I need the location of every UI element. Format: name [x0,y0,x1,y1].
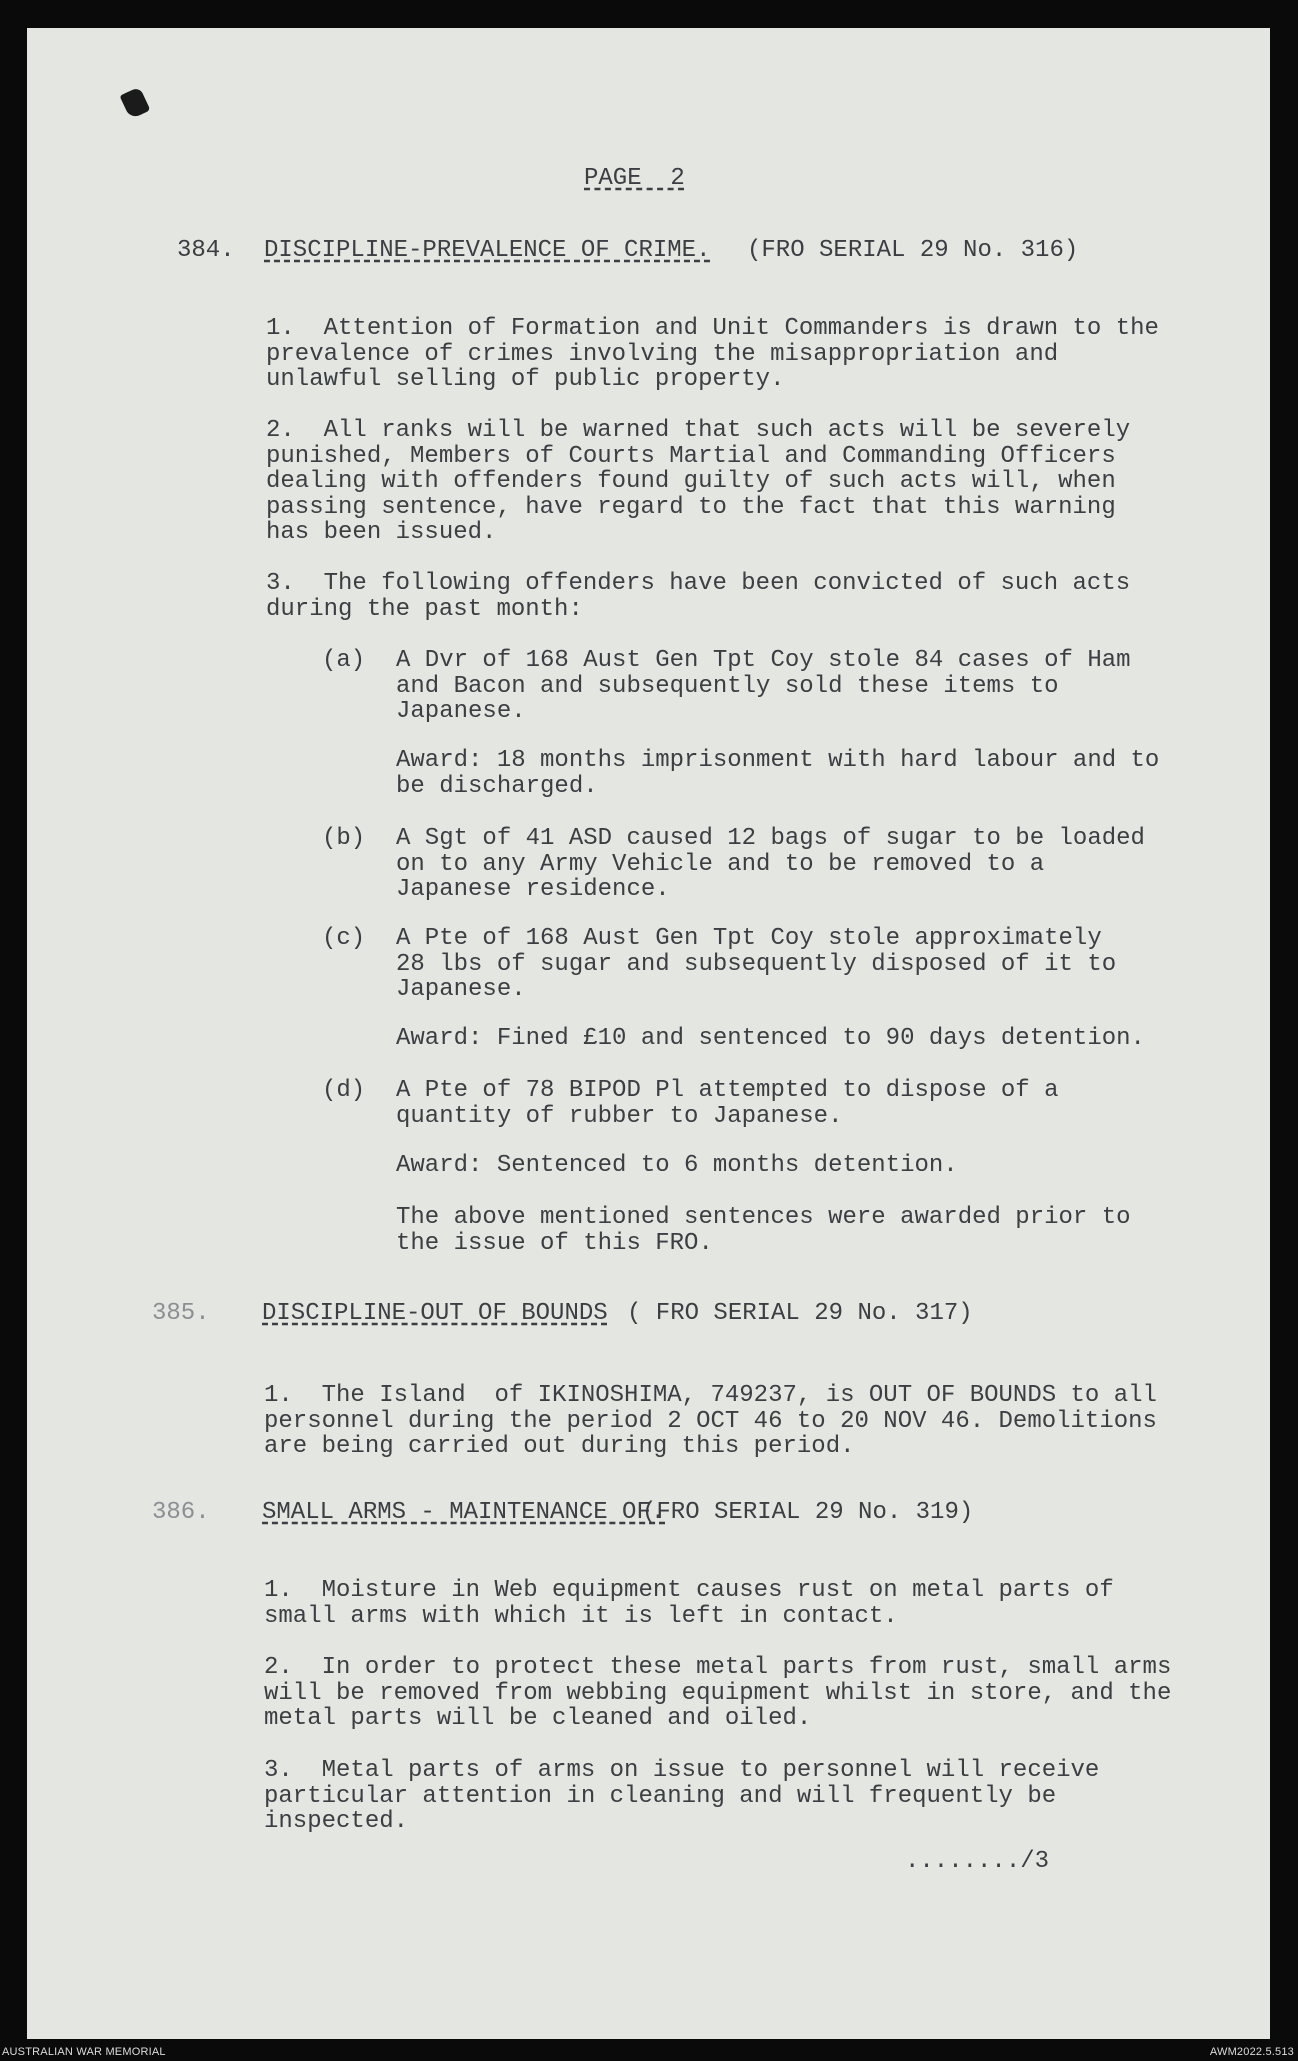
section-386-title: SMALL ARMS - MAINTENANCE OF. [262,1499,666,1526]
section-384-ref: (FRO SERIAL 29 No. 316) [747,237,1079,264]
section-385-para-1: 1. The Island of IKINOSHIMA, 749237, is OUT OF BOUNDS to all personnel during the period 2 OCT 46 to 20 NOV 46. Demolitions are being carried out during this period. [264,1382,1157,1460]
section-384-para-2: 2. All ranks will be warned that such acts will be severely punished, Members of Courts Martial and Commanding Officers dealing with offenders found guilty of such acts will, when passing sentence, have regard to the fact that this warning has been issued. [266,417,1131,546]
document-page [27,28,1270,2039]
section-386-para-2: 2. In order to protect these metal parts from rust, small arms will be removed from webbing equipment whilst in store, and the metal parts will be cleaned and oiled. [264,1654,1172,1732]
section-384-closing: The above mentioned sentences were awarded prior to the issue of this FRO. [396,1204,1131,1257]
item-a-text: A Dvr of 168 Aust Gen Tpt Coy stole 84 cases of Ham and Bacon and subsequently sold these items to Japanese. [396,647,1131,725]
page-header: PAGE 2 [584,165,685,192]
item-d-label: (d) [322,1077,366,1104]
section-384-number: 384. [177,237,235,264]
footer-reference: AWM2022.5.513 [1209,2046,1294,2058]
section-386-ref: (FRO SERIAL 29 No. 319) [642,1499,974,1526]
section-385-ref: ( FRO SERIAL 29 No. 317) [627,1300,973,1327]
archive-footer [0,2043,1298,2061]
item-a-award: Award: 18 months imprisonment with hard labour and to be discharged. [396,747,1160,800]
item-a-label: (a) [322,647,366,674]
section-386-para-1: 1. Moisture in Web equipment causes rust on metal parts of small arms with which it is left in contact. [264,1577,1114,1630]
section-385-title: DISCIPLINE-OUT OF BOUNDS [262,1300,608,1327]
footer-institution: AUSTRALIAN WAR MEMORIAL [2,2046,166,2058]
item-b-text: A Sgt of 41 ASD caused 12 bags of sugar to be loaded on to any Army Vehicle and to be removed to a Japanese residence. [396,825,1145,903]
continuation-marker: ......../3 [905,1848,1050,1875]
section-386-para-3: 3. Metal parts of arms on issue to personnel will receive particular attention in cleaning and will frequently be inspected. [264,1757,1100,1835]
section-386-number: 386. [152,1499,210,1526]
section-384-para-3: 3. The following offenders have been convicted of such acts during the past month: [266,570,1131,623]
item-b-label: (b) [322,825,366,852]
section-384-para-1: 1. Attention of Formation and Unit Commanders is drawn to the prevalence of crimes involving the misappropriation and unlawful selling of public property. [266,315,1159,393]
section-385-number: 385. [152,1300,210,1327]
ink-smudge [120,87,151,120]
section-384-title: DISCIPLINE-PREVALENCE OF CRIME. [264,237,711,264]
item-d-award: Award: Sentenced to 6 months detention. [396,1152,958,1179]
item-c-award: Award: Fined £10 and sentenced to 90 days detention. [396,1025,1145,1052]
item-d-text: A Pte of 78 BIPOD Pl attempted to dispose of a quantity of rubber to Japanese. [396,1077,1059,1130]
item-c-text: A Pte of 168 Aust Gen Tpt Coy stole approximately 28 lbs of sugar and subsequently disposed of it to Japanese. [396,925,1117,1003]
item-c-label: (c) [322,925,366,952]
